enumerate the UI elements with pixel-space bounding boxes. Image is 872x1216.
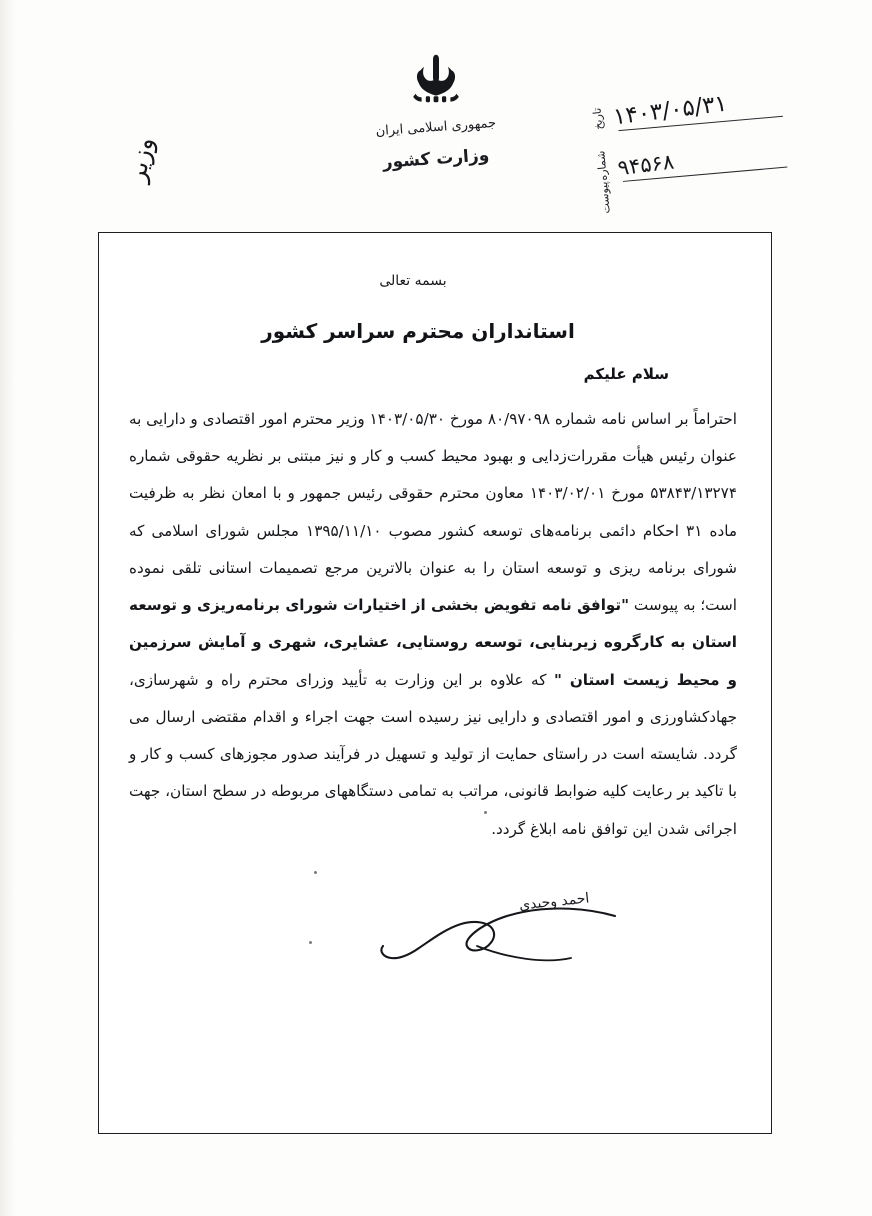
document-header [0, 0, 872, 230]
body-part-3: که علاوه بر این وزارت به تأیید وزرای محترم راه و شهرسازی، جهادکشاورزی و امور اقتصادی و دارایی نیز رسیده است جهت اجراء و اقدام مقتضی ارسال می گردد. شایسته است در راستای حمایت از تولید و تسهیل در فرآیند صدور مجوزهای کسب و کار و با تاکید بر رعایت کلیه ضوابط قانونی، مراتب به تمامی دستگاههای مربوطه در سطح استان، جهت اجرائی شدن این توافق نامه ابلاغ گردد. [129, 670, 737, 838]
salutation-line: سلام علیکم [583, 365, 669, 383]
letter-frame [98, 232, 772, 1134]
organization-identity [316, 52, 556, 175]
stamp-date-label: تاریخ [590, 107, 606, 131]
body-part-agreement-title: "توافق نامه تفویض بخشی از اختیارات شورای برنامه‌ریزی و توسعه استان به کارگروه زیربنایی، توسعه روستایی، عشایری، شهری و آمایش سرزمین و محیط زیست استان " [129, 596, 737, 689]
minister-mark: وزیر [121, 134, 160, 185]
org-republic-label: جمهوری اسلامی ایران [375, 115, 497, 140]
stamp-date-value: ۱۴۰۳/۰۵/۳۱ [611, 90, 729, 131]
ink-speck [484, 811, 487, 814]
stamp-number-label: شماره [594, 150, 610, 182]
registration-stamp [590, 70, 789, 215]
stamp-number-value: ۹۴۵۶۸ [616, 149, 676, 181]
addressee-line: استانداران محترم سراسر کشور [261, 319, 575, 343]
bismillah-line: بسمه تعالی [379, 273, 447, 289]
letter-content [129, 251, 737, 1123]
handwritten-signature-icon [357, 902, 657, 972]
signature-area [129, 888, 737, 1038]
ink-speck [309, 941, 312, 944]
stamp-date-row [590, 70, 783, 130]
body-part-1: احتراماً بر اساس نامه شماره ۸۰/۹۷۰۹۸ مورخ ۱۴۰۳/۰۵/۳۰ وزیر محترم امور اقتصادی و دارایی به عنوان رئیس هیأت مقررات‌زدایی و بهبود محیط کسب و کار و نیز مبتنی بر نظریه حقوقی شماره ۵۳۸۴۳/۱۳۲۷۴ مورخ ۱۴۰۳/۰۲/۰۱ معاون محترم حقوقی رئیس جمهور و با امعان نظر به ظرفیت ماده ۳۱ احکام دائمی برنامه‌های توسعه کشور مصوب ۱۳۹۵/۱۱/۱۰ مجلس شورای اسلامی که شورای برنامه ریزی و توسعه استان را به عنوان بالاترین مرجع تصمیمات استانی تلقی نموده است؛ به پیوست [128, 410, 738, 615]
org-ministry-label: وزارت کشور [382, 144, 490, 173]
signatory-name: احمد وحیدی [517, 890, 590, 914]
iran-emblem-icon [406, 52, 466, 108]
ink-speck [314, 871, 317, 874]
letter-body-paragraph [129, 401, 737, 848]
stamp-attachment-label: پیوست [596, 180, 613, 215]
